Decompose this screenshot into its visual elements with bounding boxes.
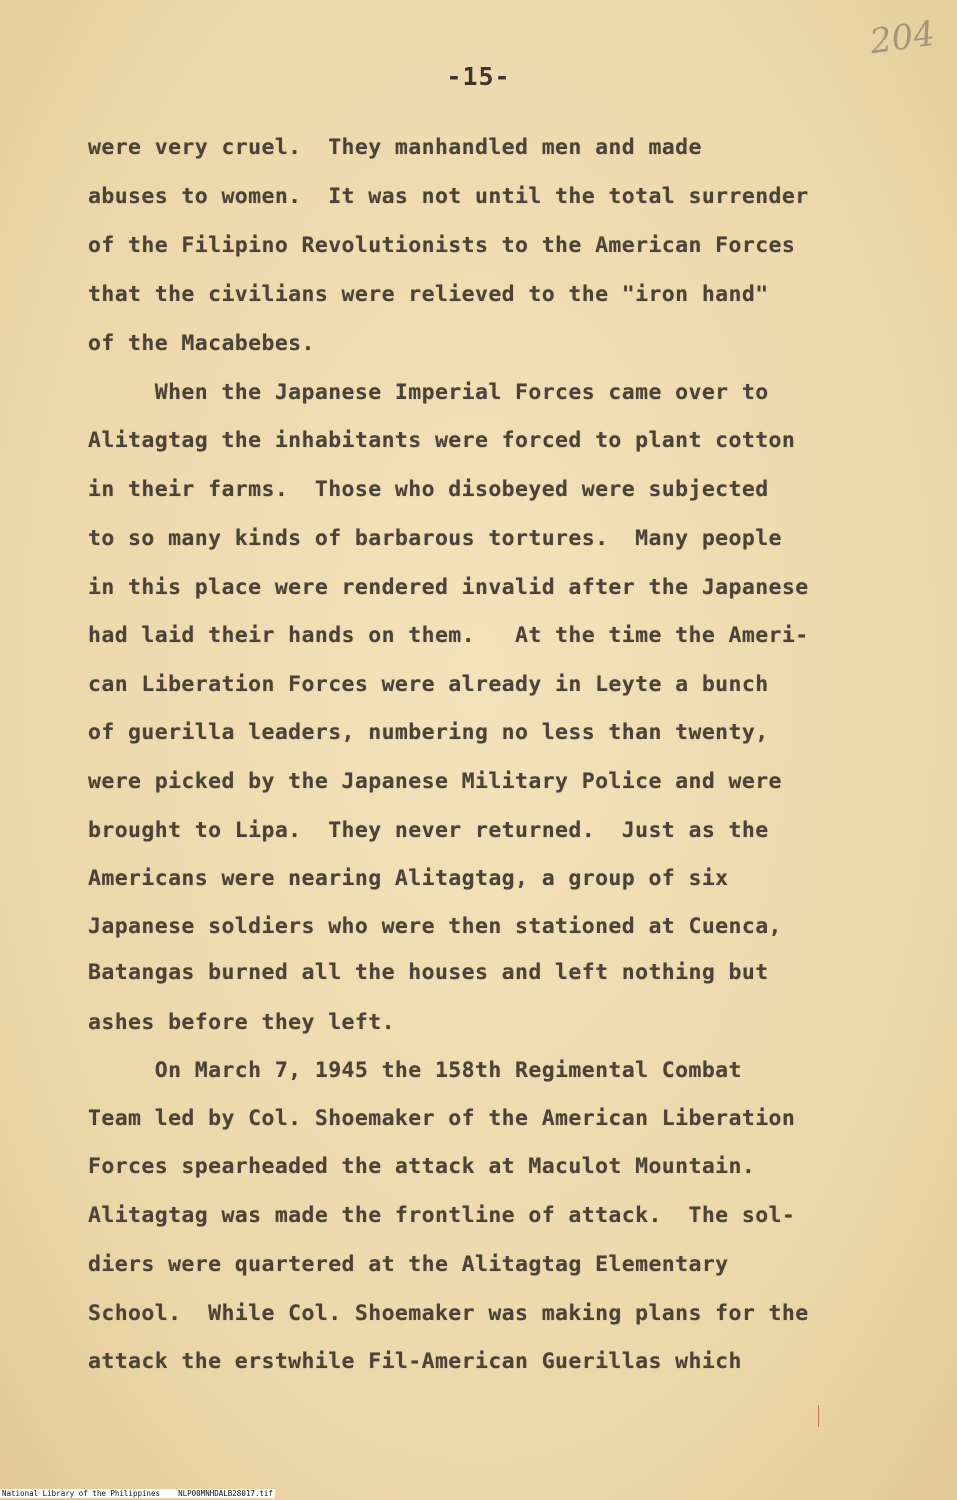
text-line: in their farms. Those who disobeyed were subjected [88,477,769,502]
text-line: Batangas burned all the houses and left nothing but [88,960,769,985]
text-line: attack the erstwhile Fil-American Guerillas which [88,1349,742,1374]
text-line: of the Macabebes. [88,331,315,356]
text-line: Americans were nearing Alitagtag, a group of six [88,866,729,891]
text-line: in this place were rendered invalid after the Japanese [88,575,809,600]
text-line: brought to Lipa. They never returned. Just as the [88,818,769,843]
text-line: On March 7, 1945 the 158th Regimental Combat [88,1058,742,1083]
text-line: Alitagtag the inhabitants were forced to plant cotton [88,428,796,453]
text-line: When the Japanese Imperial Forces came over to [88,380,769,405]
text-line: Team led by Col. Shoemaker of the American Liberation [88,1106,796,1131]
footer-caption: National Library of the Philippines NLP00MNHDALB28017.tif [2,1489,273,1498]
text-line: to so many kinds of barbarous tortures. Many people [88,526,782,551]
text-line: diers were quartered at the Alitagtag Elementary [88,1252,729,1277]
text-line: of the Filipino Revolutionists to the American Forces [88,233,796,258]
handwritten-folio: 204 [867,13,938,63]
margin-mark [818,1405,819,1427]
text-line: can Liberation Forces were already in Leyte a bunch [88,672,769,697]
text-line: abuses to women. It was not until the total surrender [88,184,809,209]
text-line: were picked by the Japanese Military Police and were [88,769,782,794]
text-line: School. While Col. Shoemaker was making plans for the [88,1301,809,1326]
text-line: of guerilla leaders, numbering no less than twenty, [88,720,769,745]
text-line: that the civilians were relieved to the "iron hand" [88,282,769,307]
text-line: had laid their hands on them. At the time the Ameri- [88,623,809,648]
text-line: ashes before they left. [88,1010,395,1035]
text-line: Alitagtag was made the frontline of attack. The sol- [88,1203,796,1228]
text-line: Japanese soldiers who were then stationed at Cuenca, [88,914,782,939]
text-line: Forces spearheaded the attack at Maculot Mountain. [88,1154,756,1179]
page-number: -15- [446,62,511,91]
text-line: were very cruel. They manhandled men and made [88,135,702,160]
